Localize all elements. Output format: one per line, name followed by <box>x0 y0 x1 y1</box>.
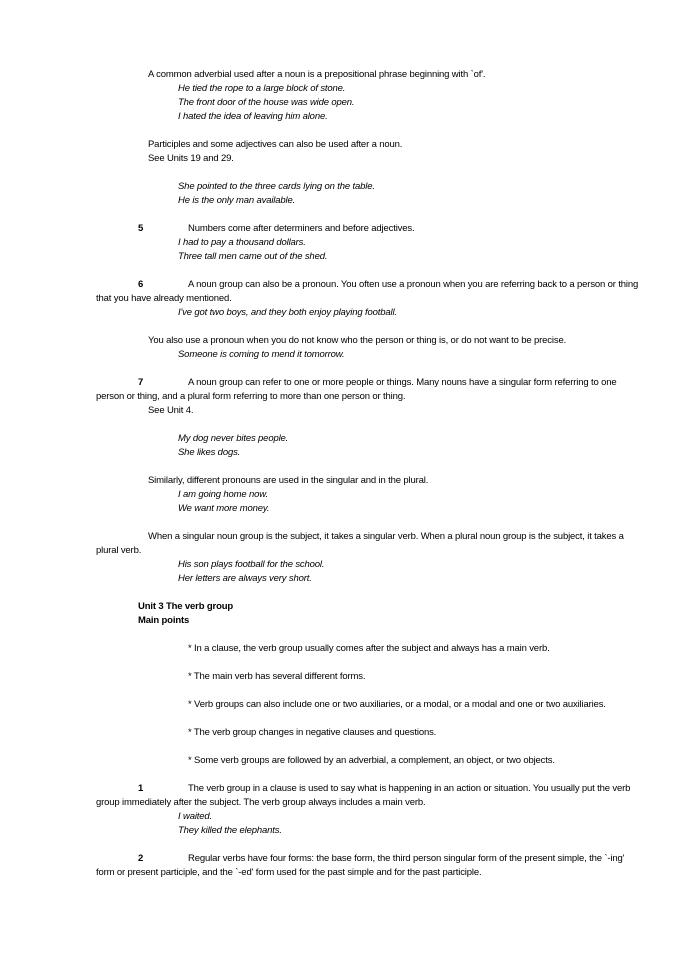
body-line: plural verb. <box>96 545 142 556</box>
example-line: He tied the rope to a large block of stone. <box>178 83 346 94</box>
example-line: Her letters are always very short. <box>178 573 312 584</box>
example-line: I've got two boys, and they both enjoy playing football. <box>178 307 397 318</box>
example-line: I had to pay a thousand dollars. <box>178 237 306 248</box>
example-line: I waited. <box>178 811 213 822</box>
example-line: She pointed to the three cards lying on the table. <box>178 181 375 192</box>
section-number: 6 <box>138 279 144 290</box>
bullet-point: * The main verb has several different forms. <box>188 671 366 682</box>
example-line: I hated the idea of leaving him alone. <box>178 111 328 122</box>
example-line: Someone is coming to mend it tomorrow. <box>178 349 345 360</box>
example-line: We want more money. <box>178 503 270 514</box>
section-number: 5 <box>138 223 144 234</box>
body-line: A noun group can also be a pronoun. You often use a pronoun when you are referring back to a person or thing <box>188 279 639 290</box>
bullet-point: * In a clause, the verb group usually comes after the subject and always has a main verb. <box>188 643 550 654</box>
section-number: 7 <box>138 377 144 388</box>
example-line: I am going home now. <box>178 489 268 500</box>
section-number: 1 <box>138 783 144 794</box>
unit-heading: Unit 3 The verb group <box>138 601 234 612</box>
body-line: that you have already mentioned. <box>96 293 232 304</box>
bullet-point: * Some verb groups are followed by an adverbial, a complement, an object, or two objects. <box>188 755 555 766</box>
bullet-point: * Verb groups can also include one or two auxiliaries, or a modal, or a modal and one or two auxiliaries. <box>188 699 606 710</box>
body-line: Similarly, different pronouns are used in the singular and in the plural. <box>148 475 429 486</box>
body-line: The verb group in a clause is used to say what is happening in an action or situation. You usually put the verb <box>188 783 631 794</box>
example-line: Three tall men came out of the shed. <box>178 251 328 262</box>
example-line: She likes dogs. <box>178 447 241 458</box>
example-line: The front door of the house was wide open. <box>178 97 355 108</box>
bullet-point: * The verb group changes in negative clauses and questions. <box>188 727 437 738</box>
body-line: Participles and some adjectives can also be used after a noun. <box>148 139 403 150</box>
body-line: group immediately after the subject. The verb group always includes a main verb. <box>96 797 426 808</box>
body-line: You also use a pronoun when you do not know who the person or thing is, or do not want to be precise. <box>148 335 567 346</box>
example-line: They killed the elephants. <box>178 825 282 836</box>
body-line: See Units 19 and 29. <box>148 153 234 164</box>
body-line: Regular verbs have four forms: the base form, the third person singular form of the present simple, the `-ing' <box>188 853 625 864</box>
body-line: A common adverbial used after a noun is a prepositional phrase beginning with `of'. <box>148 69 486 80</box>
body-line: A noun group can refer to one or more people or things. Many nouns have a singular form referring to one <box>188 377 617 388</box>
body-line: When a singular noun group is the subject, it takes a singular verb. When a plural noun group is the subject, it takes a <box>148 531 624 542</box>
body-line: person or thing, and a plural form referring to more than one person or thing. <box>96 391 406 402</box>
body-line: Numbers come after determiners and before adjectives. <box>188 223 415 234</box>
body-line: form or present participle, and the `-ed' form used for the past simple and for the past participle. <box>96 867 482 878</box>
main-points-heading: Main points <box>138 615 190 626</box>
example-line: His son plays football for the school. <box>178 559 325 570</box>
section-number: 2 <box>138 853 144 864</box>
example-line: My dog never bites people. <box>178 433 289 444</box>
body-line: See Unit 4. <box>148 405 194 416</box>
example-line: He is the only man available. <box>178 195 296 206</box>
